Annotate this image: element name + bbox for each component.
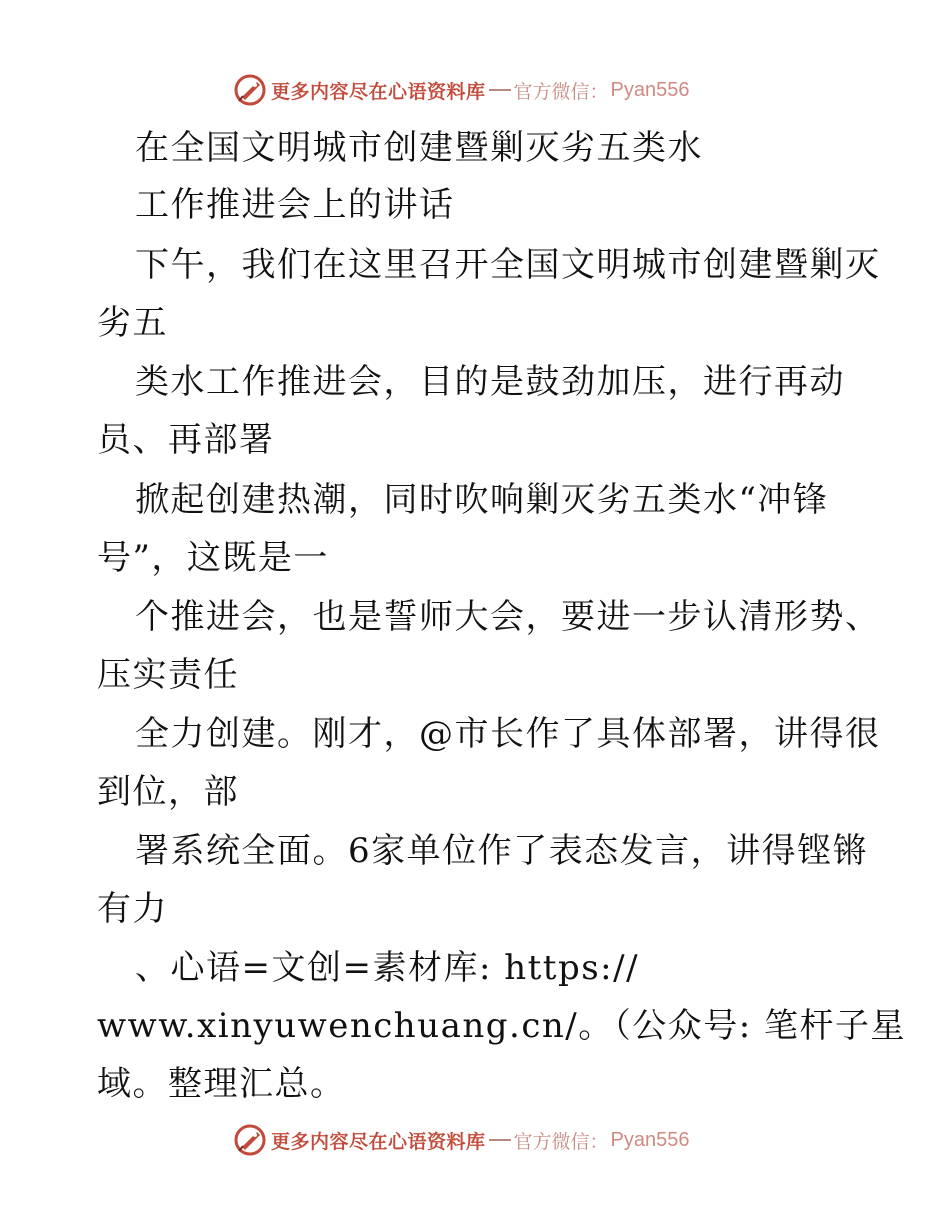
footer-banner-text: 更多内容尽在心语资料库 [271,1130,486,1153]
paragraph-line: www.xinyuwenchuang.cn/。（公众号: 笔杆子星 [97,1006,906,1046]
header-banner-text: 更多内容尽在心语资料库 [271,80,486,103]
paragraph-line: 全力创建。刚才，@市长作了具体部署，讲得很 [135,714,881,754]
paragraph-line: 、心语=文创=素材库: https:// [135,948,640,988]
paragraph-line: 域。整理汇总。 [97,1064,346,1104]
footer-wechat-label: 官方微信： [513,1130,609,1153]
footer-wechat-id: Pyan556 [610,1128,690,1151]
paragraph-line: 类水工作推进会，目的是鼓劲加压，进行再动 [135,362,845,402]
header-banner-dash [489,89,511,91]
paragraph-line: 劣五 [97,303,168,343]
document-title-line: 工作推进会上的讲话 [135,185,455,225]
paragraph-line: 掀起创建热潮，同时吹响剿灭劣五类水“冲锋 [135,480,829,520]
quill-logo-icon [233,73,267,107]
paragraph-line: 到位，部 [97,772,239,812]
paragraph-line: 员、再部署 [97,420,275,460]
document-title-line: 在全国文明城市创建暨剿灭劣五类水 [135,128,703,168]
paragraph-line: 有力 [97,889,168,929]
header-wechat-label: 官方微信： [513,80,609,103]
paragraph-line: 个推进会，也是誓师大会，要进一步认清形势、 [135,597,881,637]
quill-logo-icon [233,1123,267,1157]
footer-banner [233,1122,690,1158]
header-banner [233,72,690,108]
header-wechat-id: Pyan556 [610,78,690,101]
paragraph-line: 号”，这既是一 [97,538,329,578]
paragraph-line: 压实责任 [97,655,239,695]
paragraph-line: 下午，我们在这里召开全国文明城市创建暨剿灭 [135,245,881,285]
paragraph-line: 署系统全面。6家单位作了表态发言，讲得铿锵 [135,831,869,871]
footer-banner-dash [489,1139,511,1141]
